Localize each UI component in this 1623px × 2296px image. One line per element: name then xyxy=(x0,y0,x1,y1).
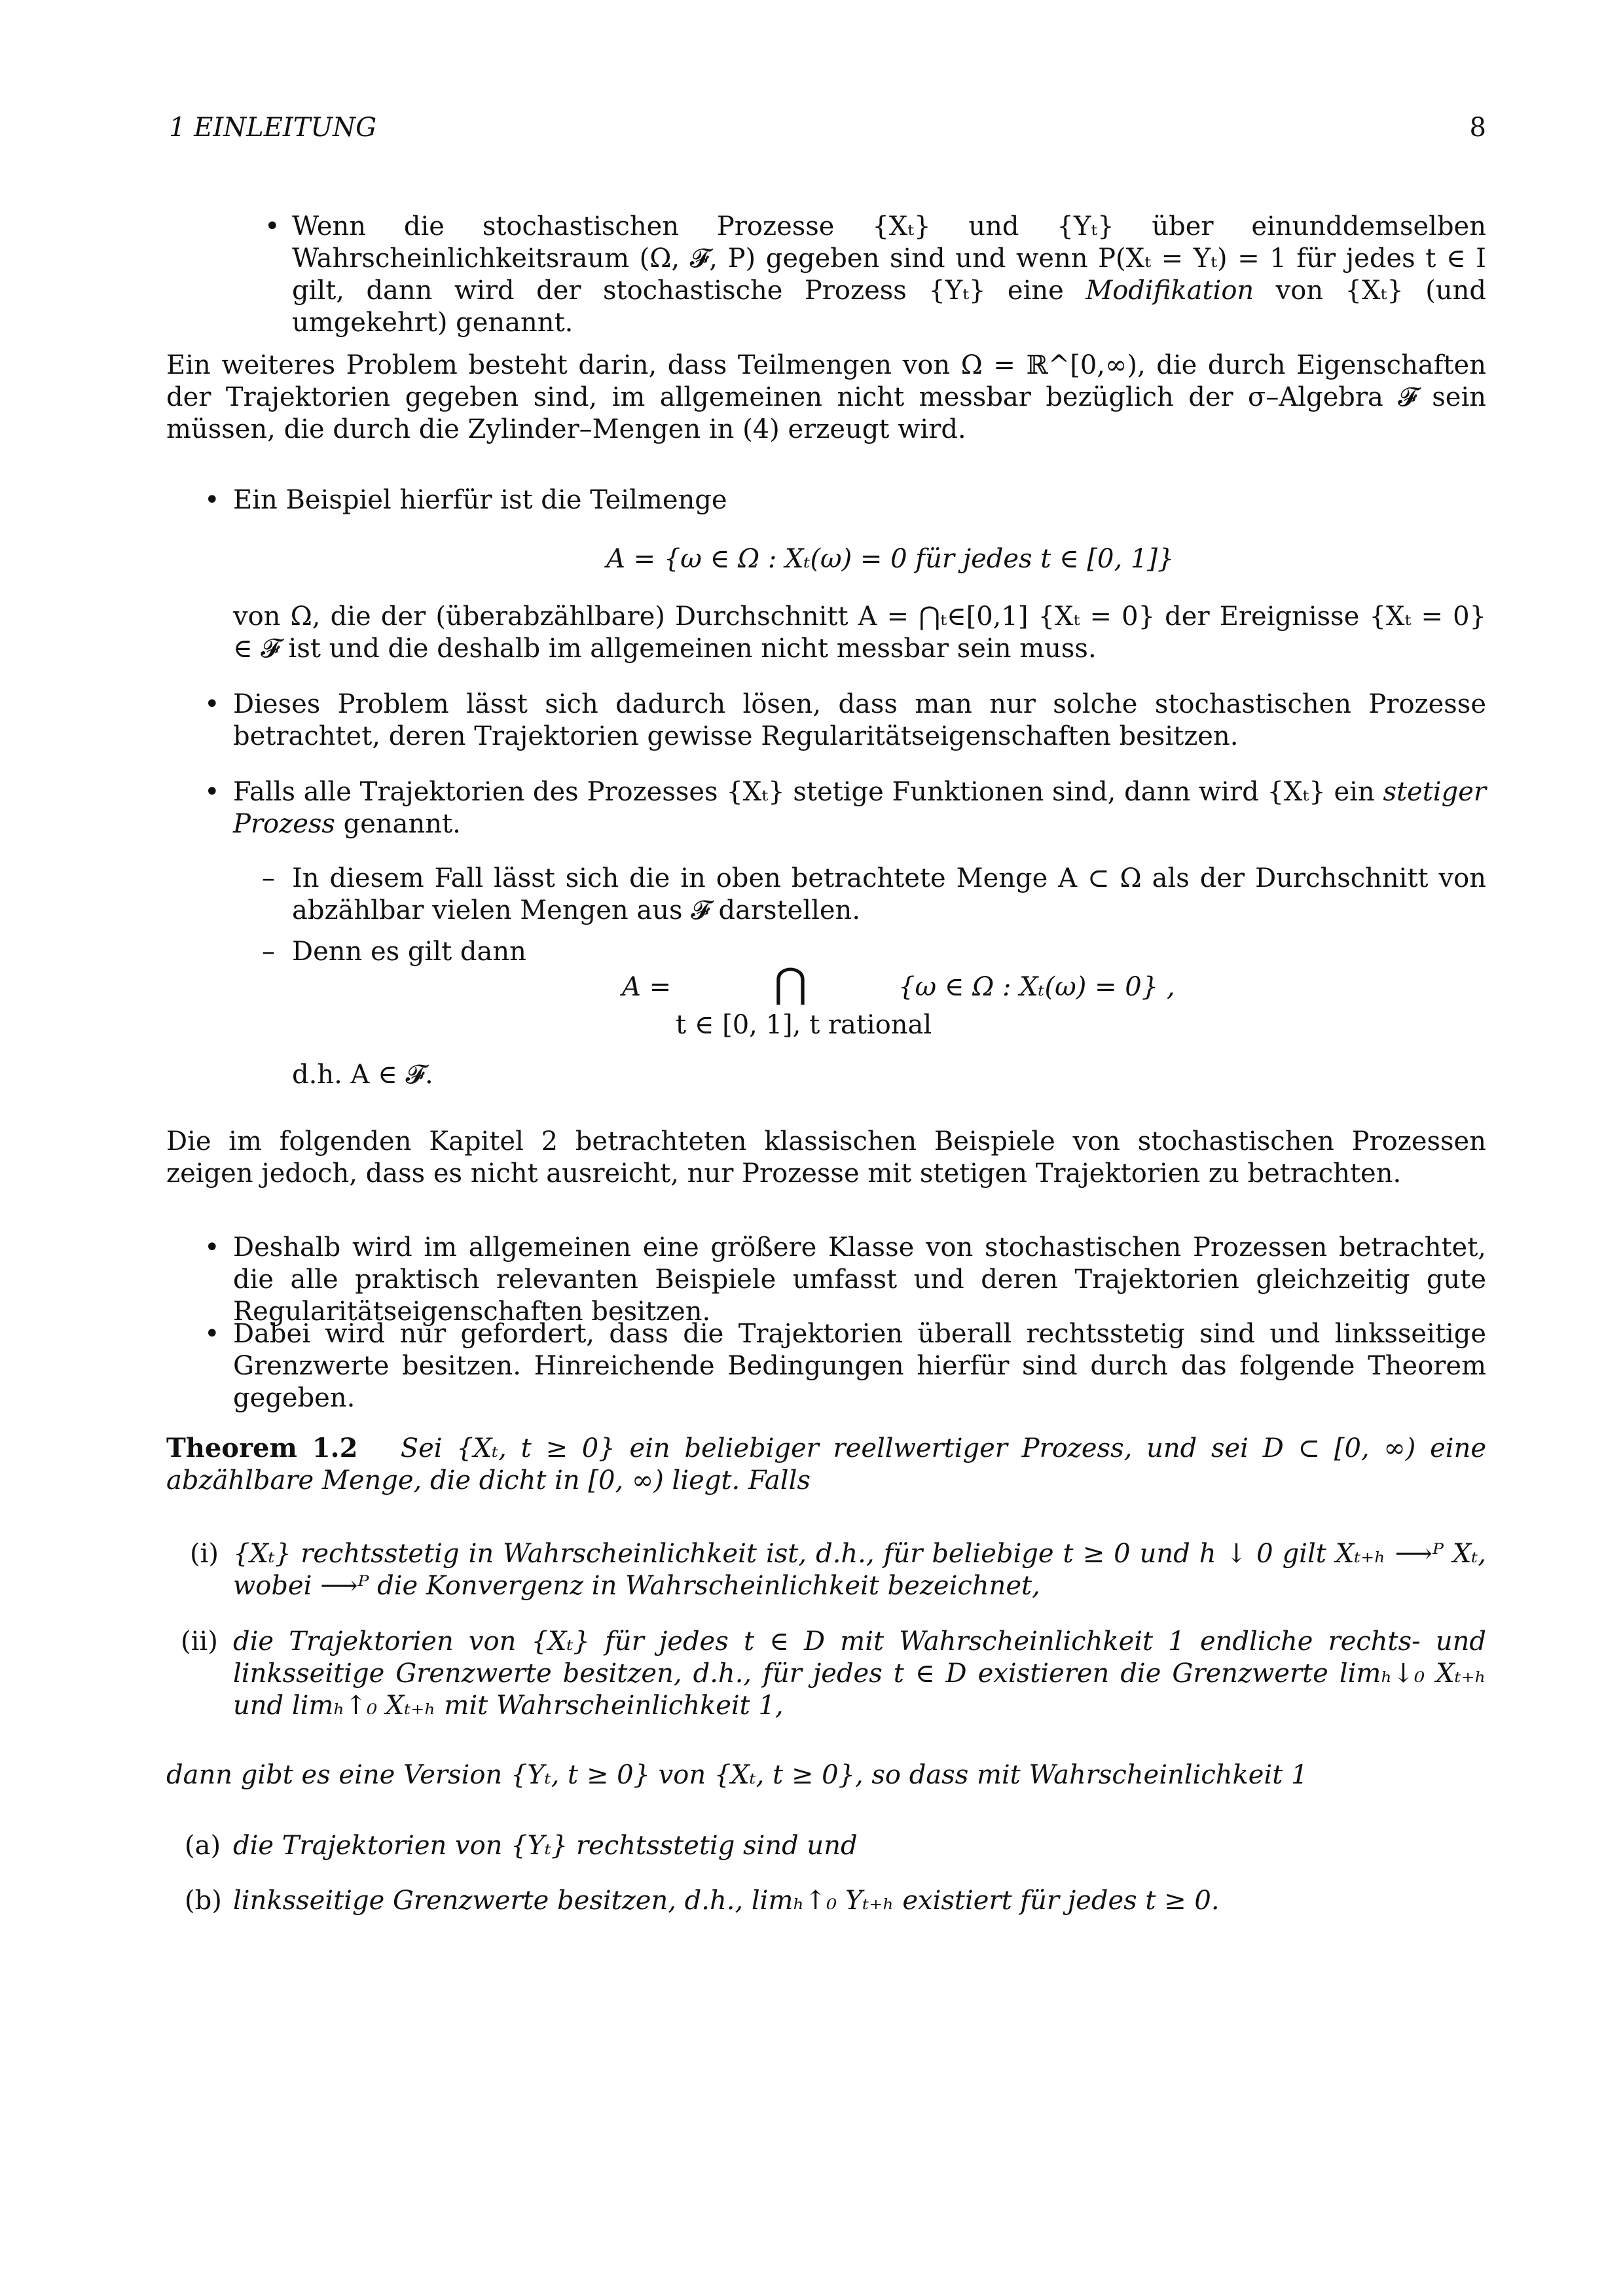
formula-rhs: {ω ∈ Ω : Xₜ(ω) = 0} , xyxy=(898,972,1175,1002)
theorem-label: Theorem 1.2 xyxy=(166,1433,358,1463)
theorem-item-i: {Xₜ} rechtsstetig in Wahrscheinlichkeit ist, d.h., für beliebige t ≥ 0 und h ↓ 0 gilt Xₜ₊ₕ ⟶ᴾ Xₜ, wobei ⟶ᴾ die Konvergenz in Wahrscheinlichkeit bezeichnet, xyxy=(233,1539,1486,1601)
paragraph-problem: Ein weiteres Problem besteht darin, dass Teilmengen von Ω = ℝ^[0,∞), die durch Eigenschaften der Trajektorien gegeben sind, im allgemeinen nicht messbar bezüglich der σ–Algebra 𝓕 sein müssen, die durch die Zylinder–Mengen in (4) erzeugt wird. xyxy=(166,350,1486,444)
dash-marker: – xyxy=(262,863,275,893)
formula-intersection: ⋂ xyxy=(774,959,807,1007)
theorem-item-label: (ii) xyxy=(181,1626,218,1657)
dash-item-countable: In diesem Fall lässt sich die in oben betrachtete Menge A ⊂ Ω als der Durchschnitt von abzählbar vielen Mengen aus 𝓕 darstellen. xyxy=(292,863,1486,925)
emph-modifikation: Modifikation xyxy=(1085,276,1254,306)
dash-marker: – xyxy=(262,937,275,967)
bullet-example-after: von Ω, die der (überabzählbare) Durchschnitt A = ⋂ₜ∈[0,1] {Xₜ = 0} der Ereignisse {Xₜ = 0} ∈ 𝓕 ist und die deshalb im allgemeinen nicht messbar sein muss. xyxy=(233,601,1486,664)
formula-lhs: A = xyxy=(622,972,672,1002)
dash-item-denn: Denn es gilt dann xyxy=(292,937,526,967)
formula-dh: d.h. A ∈ 𝓕. xyxy=(292,1060,433,1090)
page-number: 8 xyxy=(1469,113,1486,143)
theorem-conclusion: dann gibt es eine Version {Yₜ, t ≥ 0} von {Xₜ, t ≥ 0}, so dass mit Wahrscheinlichkeit 1 xyxy=(166,1760,1308,1790)
bullet-marker: • xyxy=(204,485,220,515)
running-header: 1 EINLEITUNG xyxy=(169,113,377,143)
theorem-result-b: linksseitige Grenzwerte besitzen, d.h., limₕ↑₀ Yₜ₊ₕ existiert für jedes t ≥ 0. xyxy=(233,1886,1220,1916)
bullet-marker: • xyxy=(204,689,220,719)
bullet-requirements: Dabei wird nur gefordert, dass die Trajektorien überall rechtsstetig sind und linksseitige Grenzwerte besitzen. Hinreichende Bedingungen hierfür sind durch das folgende Theorem gegeben. xyxy=(233,1319,1486,1413)
bullet-marker: • xyxy=(204,777,220,807)
bullet-marker: • xyxy=(204,1319,220,1349)
theorem-item-ii: die Trajektorien von {Xₜ} für jedes t ∈ D mit Wahrscheinlichkeit 1 endliche rechts- und linksseitige Grenzwerte besitzen, d.h., für jedes t ∈ D existieren die Grenzwerte limₕ↓₀ Xₜ₊ₕ und limₕ↑₀ Xₜ₊ₕ mit Wahrscheinlichkeit 1, xyxy=(233,1626,1486,1721)
bullet-marker: • xyxy=(264,211,280,242)
bullet-modifikation: Wenn die stochastischen Prozesse {Xₜ} und {Yₜ} über einunddemselben Wahrscheinlichkeitsraum (Ω, 𝓕, P) gegeben sind und wenn P(Xₜ = Yₜ) = 1 für jedes t ∈ I gilt, dann wird der stochastische Prozess {Yₜ} eine Modifikation von {Xₜ} (und umgekehrt) genannt. xyxy=(292,211,1486,338)
theorem-result-a: die Trajektorien von {Yₜ} rechtsstetig sind und xyxy=(233,1831,858,1861)
bullet-solution: Dieses Problem lässt sich dadurch lösen, dass man nur solche stochastischen Prozesse betrachtet, deren Trajektorien gewisse Regularitätseigenschaften besitzen. xyxy=(233,689,1486,751)
theorem-item-label: (i) xyxy=(190,1539,219,1569)
bullet-larger-class: Deshalb wird im allgemeinen eine größere Klasse von stochastischen Prozessen betrachtet, die alle praktisch relevanten Beispiele umfasst und deren Trajektorien gleichzeitig gute Regularitätseigenschaften besitzen. xyxy=(233,1232,1486,1327)
theorem-result-label: (a) xyxy=(185,1831,221,1861)
formula-index: t ∈ [0, 1], t rational xyxy=(676,1010,932,1040)
bullet-stetiger-prozess: Falls alle Trajektorien des Prozesses {Xₜ} stetige Funktionen sind, dann wird {Xₜ} ein stetiger Prozess genannt. xyxy=(233,777,1486,839)
theorem-result-label: (b) xyxy=(185,1886,222,1916)
formula-set-a: A = {ω ∈ Ω : Xₜ(ω) = 0 für jedes t ∈ [0, 1]} xyxy=(606,544,1175,574)
emph-stetiger-prozess: stetiger Prozess xyxy=(233,777,1486,839)
theorem-statement: Theorem 1.2 Sei {Xₜ, t ≥ 0} ein beliebiger reellwertiger Prozess, und sei D ⊂ [0, ∞) eine abzählbare Menge, die dicht in [0, ∞) liegt. Falls xyxy=(166,1433,1487,1496)
paragraph-kapitel-2: Die im folgenden Kapitel 2 betrachteten klassischen Beispiele von stochastischen Prozessen zeigen jedoch, dass es nicht ausreicht, nur Prozesse mit stetigen Trajektorien zu betrachten. xyxy=(166,1126,1486,1189)
bullet-example-intro: Ein Beispiel hierfür ist die Teilmenge xyxy=(233,485,727,515)
bullet-marker: • xyxy=(204,1232,220,1263)
